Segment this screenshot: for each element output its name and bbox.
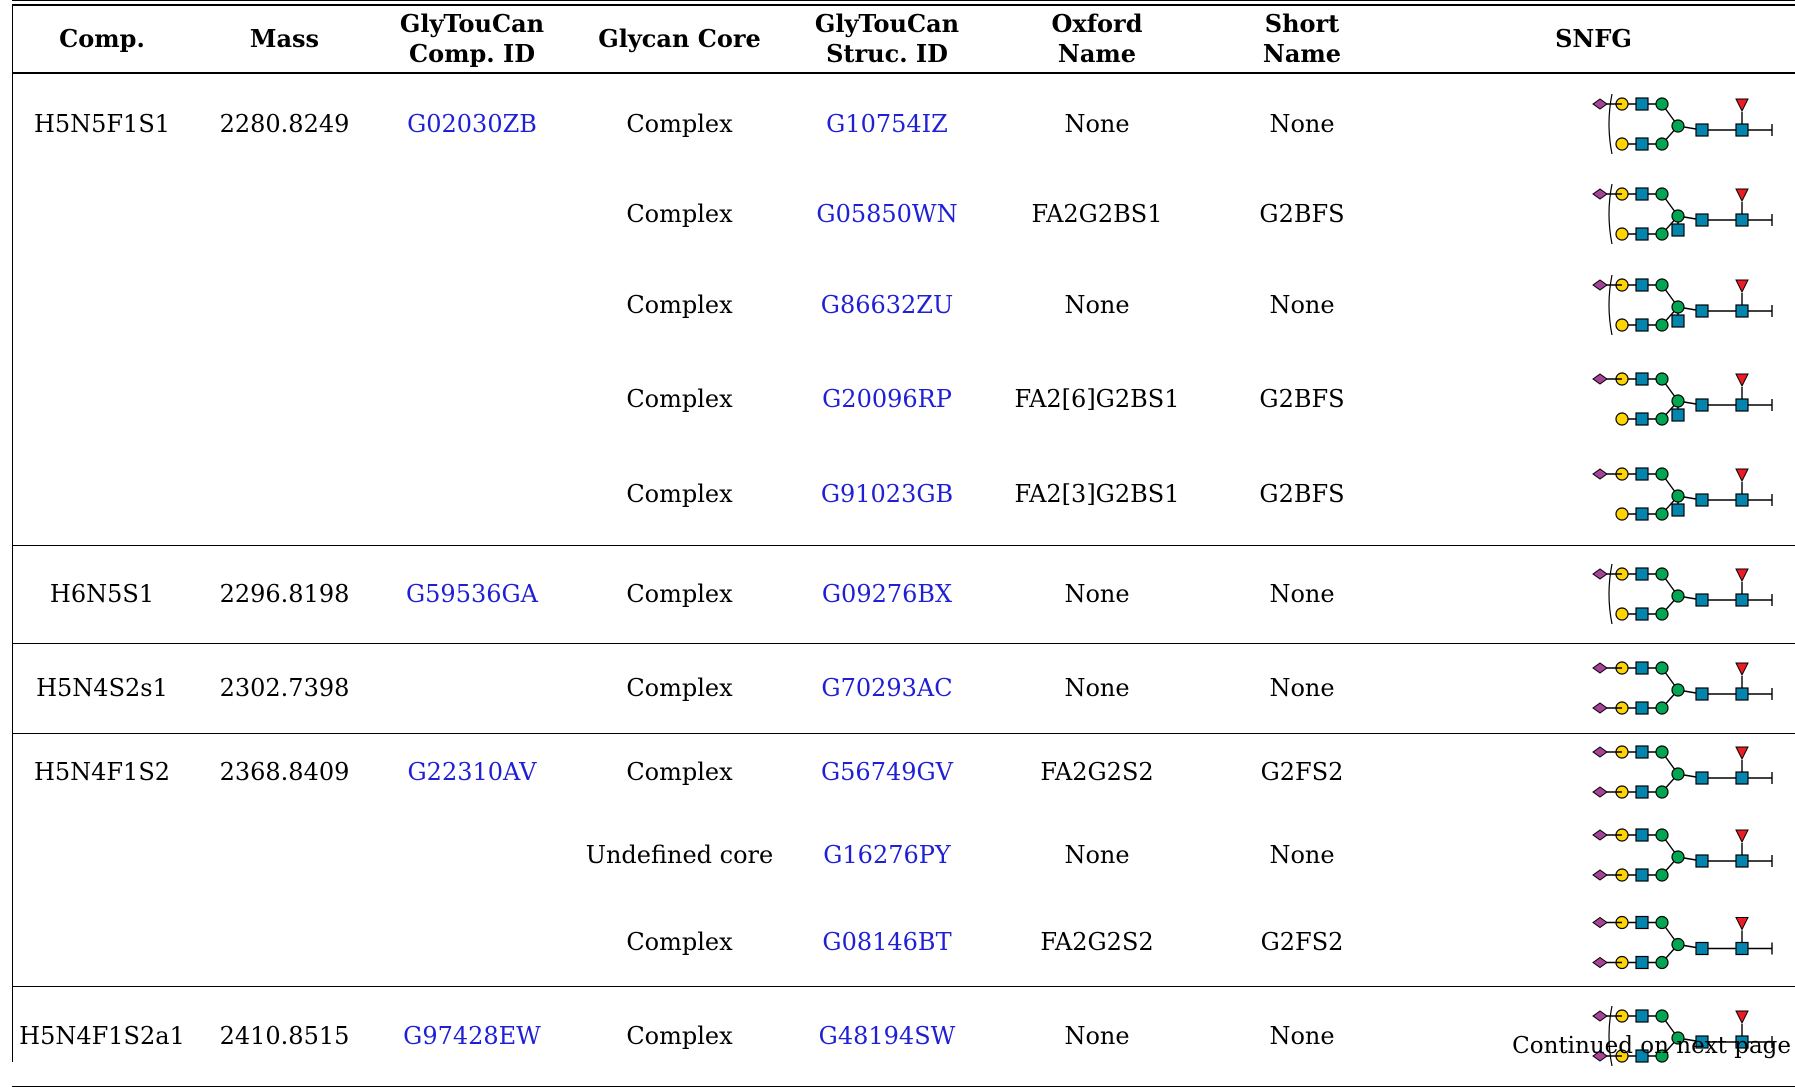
cell-mass: 2296.8198 [192, 545, 377, 643]
table-row [12, 355, 1795, 443]
cell-mass: 2410.8515 [192, 986, 377, 1086]
cell-mass [192, 255, 377, 355]
cell-struc-id-link [792, 811, 982, 899]
cell-snfg-structure [1392, 173, 1795, 255]
cell-mass [192, 173, 377, 255]
table-row [12, 545, 1795, 643]
cell-glycan-core: Complex [567, 545, 792, 643]
cell-comp-id-link[interactable]: G22310AV [407, 758, 537, 787]
cell-struc-id-link[interactable]: G10754IZ [826, 109, 948, 138]
snfg-glycan-icon [1582, 738, 1782, 806]
cell-short-name: None [1269, 291, 1335, 319]
cell-struc-id-link [792, 545, 982, 643]
page-top-rule [12, 0, 1795, 1]
cell-struc-id-link [792, 733, 982, 811]
cell-comp-id-link [377, 355, 567, 443]
cell-mass [192, 355, 377, 443]
cell-mass [192, 811, 377, 899]
cell-glycan-core: Complex [567, 643, 792, 733]
cell-short-name: G2BFS [1259, 385, 1345, 413]
table-row [12, 73, 1795, 173]
cell-oxford-name: None [982, 643, 1212, 733]
cell-composition: H5N5F1S1 [33, 109, 171, 138]
cell-glycan-core: Undefined core [585, 841, 774, 869]
cell-comp-id-link[interactable]: G02030ZB [407, 109, 537, 138]
cell-comp-id-link [377, 899, 567, 986]
cell-comp-id-link[interactable]: G59536GA [405, 580, 539, 608]
cell-composition [12, 173, 192, 255]
cell-composition: H5N4F1S2 [33, 758, 171, 787]
cell-composition [12, 355, 192, 443]
cell-composition [12, 443, 192, 545]
cell-composition [12, 811, 192, 899]
cell-mass: 2302.7398 [192, 643, 377, 733]
cell-struc-id-link[interactable]: G70293AC [821, 674, 953, 702]
snfg-glycan-icon [1582, 904, 1782, 981]
cell-struc-id-link[interactable]: G91023GB [820, 479, 954, 508]
cell-short-name: G2FS2 [1260, 758, 1344, 787]
cell-snfg-structure [1392, 443, 1795, 545]
cell-struc-id-link[interactable]: G20096RP [822, 385, 952, 413]
cell-comp-id-link [377, 986, 567, 1086]
cell-struc-id-link [792, 899, 982, 986]
cell-snfg-structure [1392, 811, 1795, 899]
table-header-row [12, 5, 1795, 73]
cell-mass: 2280.8249 [219, 109, 350, 138]
cell-oxford-name: None [982, 986, 1212, 1086]
snfg-glycan-icon [1582, 260, 1782, 350]
header-mass: Mass [249, 24, 320, 53]
cell-oxford-name: None [982, 545, 1212, 643]
cell-comp-id-link [377, 733, 567, 811]
cell-oxford-name: FA2G2S2 [982, 899, 1212, 986]
table-row [12, 899, 1795, 986]
cell-struc-id-link [792, 173, 982, 255]
cell-glycan-core: Complex [567, 443, 792, 545]
cell-struc-id-link[interactable]: G86632ZU [820, 291, 954, 319]
glycan-table [12, 4, 1795, 1087]
cell-comp-id-link [377, 545, 567, 643]
snfg-glycan-icon [1582, 178, 1782, 250]
cell-glycan-core: Complex [626, 109, 733, 138]
cell-short-name: None [1212, 545, 1392, 643]
snfg-glycan-icon [1582, 816, 1782, 894]
cell-mass [192, 899, 377, 986]
snfg-glycan-icon [1582, 360, 1782, 438]
continued-footer: Continued on next page [1512, 1033, 1791, 1059]
cell-short-name: G2FS2 [1212, 899, 1392, 986]
cell-composition: H5N4F1S2a1 [12, 986, 192, 1086]
table-row [12, 733, 1795, 811]
cell-comp-id-link [377, 255, 567, 355]
cell-struc-id-link[interactable]: G08146BT [822, 928, 952, 957]
cell-struc-id-link [792, 643, 982, 733]
table-row [12, 255, 1795, 355]
cell-struc-id-link[interactable]: G48194SW [818, 1022, 956, 1050]
cell-composition [12, 899, 192, 986]
cell-comp-id-link [377, 443, 567, 545]
cell-short-name: None [1269, 841, 1335, 869]
cell-short-name: G2BFS [1259, 200, 1345, 228]
table-row [12, 443, 1795, 545]
cell-struc-id-link[interactable]: G09276BX [821, 580, 953, 608]
cell-snfg-structure [1392, 255, 1795, 355]
cell-struc-id-link [792, 255, 982, 355]
cell-snfg-structure [1392, 73, 1795, 173]
header-snfg: SNFG [1555, 24, 1632, 53]
cell-glycan-core: Complex [626, 385, 733, 413]
cell-short-name: None [1269, 109, 1335, 138]
cell-mass [192, 443, 377, 545]
cell-comp-id-link [377, 73, 567, 173]
cell-short-name: None [1212, 643, 1392, 733]
table-row [12, 811, 1795, 899]
cell-glycan-core: Complex [626, 758, 733, 787]
cell-oxford-name: FA2[6]G2BS1 [1014, 385, 1180, 413]
cell-short-name: None [1212, 986, 1392, 1086]
cell-comp-id-link [377, 643, 567, 733]
cell-struc-id-link [792, 73, 982, 173]
cell-struc-id-link [792, 986, 982, 1086]
header-glycan-core: Glycan Core [598, 24, 761, 53]
snfg-glycan-icon [1582, 448, 1782, 540]
cell-oxford-name: FA2G2BS1 [1031, 200, 1163, 228]
snfg-glycan-icon [1582, 648, 1782, 728]
cell-comp-id-link [377, 811, 567, 899]
cell-struc-id-link[interactable]: G05850WN [816, 200, 958, 228]
cell-comp-id-link [377, 173, 567, 255]
cell-glycan-core: Complex [626, 291, 733, 319]
snfg-glycan-icon [1582, 79, 1782, 169]
cell-composition: H5N4S2s1 [12, 643, 192, 733]
snfg-glycan-icon [1582, 550, 1782, 638]
cell-glycan-core: Complex [626, 200, 733, 228]
cell-mass: 2368.8409 [219, 758, 350, 787]
cell-oxford-name: None [1064, 291, 1130, 319]
cell-oxford-name: None [1064, 109, 1130, 138]
cell-glycan-core: Complex [567, 899, 792, 986]
header-oxford-name: Oxford Name [1051, 9, 1143, 68]
cell-struc-id-link [792, 355, 982, 443]
table-row [12, 173, 1795, 255]
table-row [12, 643, 1795, 733]
cell-oxford-name: FA2[3]G2BS1 [982, 443, 1212, 545]
header-short-name: Short Name [1262, 9, 1342, 68]
header-comp: Comp. [59, 24, 145, 53]
header-comp-id: GlyTouCan Comp. ID [399, 9, 545, 68]
cell-composition: H6N5S1 [12, 545, 192, 643]
cell-oxford-name: FA2G2S2 [1040, 758, 1154, 787]
cell-composition [12, 255, 192, 355]
cell-oxford-name: None [1064, 841, 1130, 869]
cell-snfg-structure [1392, 643, 1795, 733]
cell-struc-id-link[interactable]: G16276PY [823, 841, 951, 869]
cell-short-name: G2BFS [1212, 443, 1392, 545]
cell-struc-id-link[interactable]: G56749GV [820, 758, 954, 787]
cell-comp-id-link[interactable]: G97428EW [403, 1022, 541, 1050]
cell-snfg-structure [1392, 733, 1795, 811]
cell-snfg-structure [1392, 545, 1795, 643]
cell-snfg-structure [1392, 355, 1795, 443]
cell-glycan-core: Complex [567, 986, 792, 1086]
cell-struc-id-link [792, 443, 982, 545]
header-struc-id: GlyTouCan Struc. ID [814, 9, 960, 68]
cell-snfg-structure [1392, 899, 1795, 986]
